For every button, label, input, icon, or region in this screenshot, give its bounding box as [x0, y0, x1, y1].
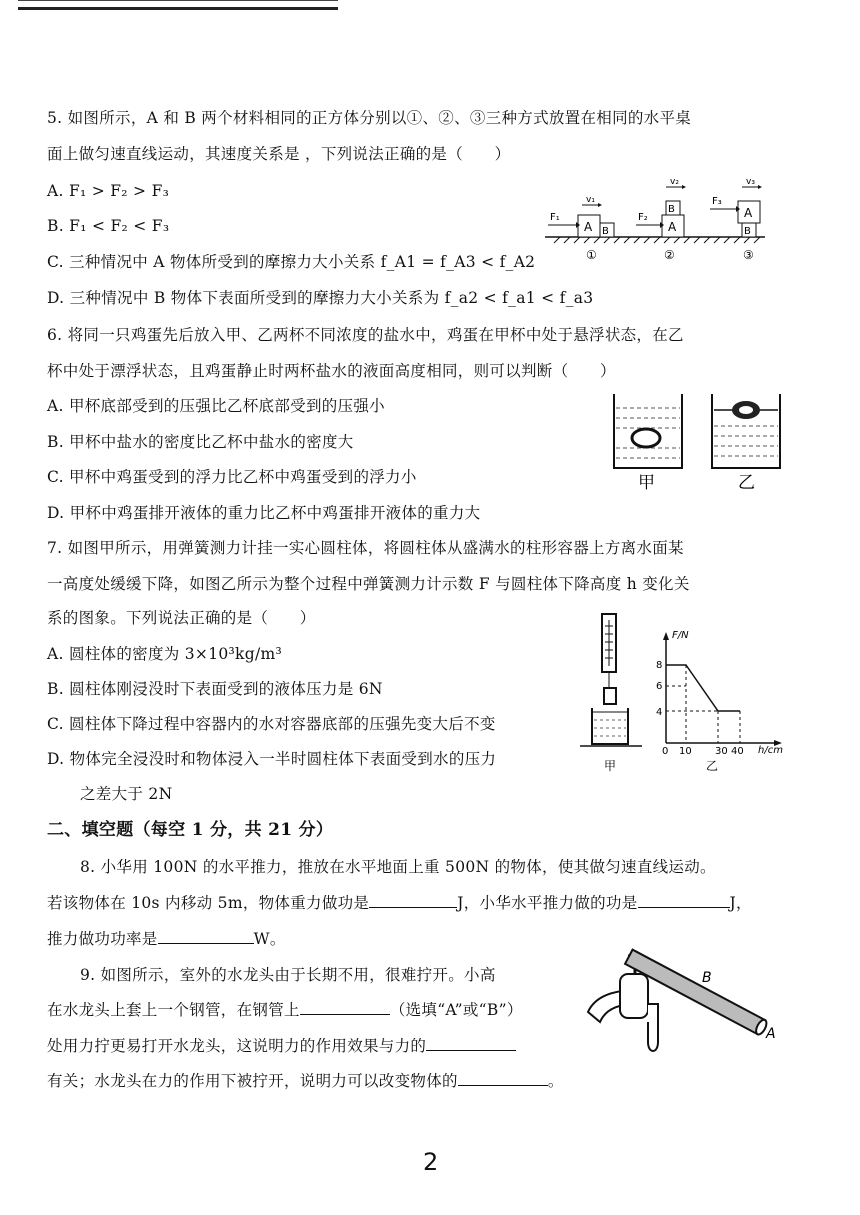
q8-line2: 若该物体在 10s 内移动 5m，物体重力做功是 J，小华水平推力做的功是 J，	[47, 894, 752, 912]
svg-text:②: ②	[664, 248, 675, 262]
q6-option-d: D. 甲杯中鸡蛋排开液体的重力比乙杯中鸡蛋排开液体的重力大	[47, 504, 481, 522]
svg-text:F₃: F₃	[712, 196, 722, 207]
q9-blank-state[interactable]	[458, 1071, 548, 1086]
q5-stem-line2: 面上做匀速直线运动，其速度关系是 ，下列说法正确的是（ ）	[47, 145, 511, 163]
q7-stem-line2: 一高度处缓缓下降，如图乙所示为整个过程中弹簧测力计示数 F 与圆柱体下降高度 h 变化关	[47, 575, 690, 593]
svg-text:甲: 甲	[604, 759, 617, 773]
svg-text:6: 6	[656, 681, 663, 692]
svg-text:40: 40	[731, 746, 744, 757]
label-jia: 甲	[638, 473, 655, 493]
q8-blank-gravity-work[interactable]	[369, 893, 457, 908]
q6-option-c: C. 甲杯中鸡蛋受到的浮力比乙杯中鸡蛋受到的浮力小	[47, 468, 417, 486]
q5-figure-blocks	[540, 175, 770, 265]
q7-option-d-line1: D. 物体完全浸没时和物体浸入一半时圆柱体下表面受到水的压力	[47, 750, 497, 768]
q7-figure	[578, 608, 788, 778]
svg-text:A: A	[744, 206, 753, 220]
svg-text:B: B	[602, 226, 609, 237]
section-fill-blank-title: 二、填空题（每空 1 分，共 21 分）	[47, 820, 334, 840]
svg-text:乙: 乙	[706, 759, 719, 773]
q9-line3: 处用力拧更易打开水龙头，这说明力的作用效果与力的	[47, 1036, 516, 1056]
page-number: 2	[423, 1148, 439, 1176]
svg-text:30: 30	[715, 746, 728, 757]
label-a: A	[766, 1026, 776, 1042]
q5-option-c: C. 三种情况中 A 物体所受到的摩擦力大小关系 f_A1 = f_A3 < f_A2	[47, 253, 536, 271]
svg-text:A: A	[668, 220, 677, 234]
q9-line4: 有关；水龙头在力的作用下被拧开，说明力可以改变物体的 。	[47, 1072, 564, 1090]
q9-line1: 9. 如图所示，室外的水龙头由于长期不用，很难拧开。小高	[80, 966, 496, 984]
q9-figure-faucet	[578, 942, 783, 1066]
q6-figure-beakers	[600, 388, 790, 496]
q8-line3: 推力做功功率是 W。	[47, 930, 286, 948]
svg-text:A: A	[584, 220, 593, 234]
q6-stem-line1: 6. 将同一只鸡蛋先后放入甲、乙两杯不同浓度的盐水中，鸡蛋在甲杯中处于悬浮状态，在乙	[47, 326, 684, 344]
svg-text:10: 10	[679, 746, 692, 757]
svg-text:0: 0	[662, 746, 669, 757]
svg-text:B: B	[744, 226, 751, 237]
label-yi: 乙	[738, 473, 755, 493]
svg-text:F₁: F₁	[550, 212, 560, 223]
x-axis-label: h/cm	[758, 745, 783, 756]
svg-text:v₂: v₂	[670, 177, 679, 187]
q5-option-d: D. 三种情况中 B 物体下表面所受到的摩擦力大小关系为 f_a2 < f_a1 < f_a3	[47, 289, 594, 307]
svg-text:①: ①	[586, 248, 597, 262]
q6-option-a: A. 甲杯底部受到的压强比乙杯底部受到的压强小	[47, 397, 385, 415]
q5-stem-line1: 5. 如图所示，A 和 B 两个材料相同的正方体分别以①、②、③三种方式放置在相同的水平桌	[47, 109, 692, 127]
q7-stem-line3: 系的图象。下列说法正确的是（ ）	[47, 609, 316, 627]
svg-text:8: 8	[656, 660, 663, 671]
q8-line1: 8. 小华用 100N 的水平推力，推放在水平地面上重 500N 的物体，使其做匀速直线运动。	[80, 858, 716, 876]
q7-option-c: C. 圆柱体下降过程中容器内的水对容器底部的压强先变大后不变	[47, 715, 496, 733]
svg-text:v₃: v₃	[746, 177, 755, 187]
q7-stem-line1: 7. 如图甲所示，用弹簧测力计挂一实心圆柱体，将圆柱体从盛满水的柱形容器上方离水面某	[47, 539, 684, 557]
label-b: B	[702, 970, 712, 986]
svg-text:③: ③	[743, 248, 754, 262]
q6-stem-line2: 杯中处于漂浮状态，且鸡蛋静止时两杯盐水的液面高度相同，则可以判断（ ）	[47, 362, 616, 380]
svg-text:F₂: F₂	[638, 212, 648, 223]
q5-option-a: A. F₁ > F₂ > F₃	[47, 182, 170, 200]
q8-blank-power[interactable]	[158, 929, 254, 944]
q6-option-b: B. 甲杯中盐水的密度比乙杯中盐水的密度大	[47, 433, 354, 451]
q7-option-a: A. 圆柱体的密度为 3×10³kg/m³	[47, 645, 283, 663]
y-axis-label: F/N	[672, 630, 689, 641]
q5-option-b: B. F₁ < F₂ < F₃	[47, 217, 170, 235]
q7-option-d-line2: 之差大于 2N	[80, 785, 173, 803]
q9-line2: 在水龙头上套上一个钢管，在钢管上 （选填“A”或“B”）	[47, 1001, 523, 1019]
q7-option-b: B. 圆柱体刚浸没时下表面受到的液体压力是 6N	[47, 680, 383, 698]
svg-text:B: B	[668, 204, 675, 215]
top-edge-bar	[18, 0, 338, 10]
q9-blank-position[interactable]	[300, 1000, 390, 1015]
svg-text:4: 4	[656, 707, 663, 718]
q9-blank-force-factor[interactable]	[426, 1036, 516, 1051]
svg-text:v₁: v₁	[586, 195, 595, 205]
q8-blank-push-work[interactable]	[638, 893, 730, 908]
